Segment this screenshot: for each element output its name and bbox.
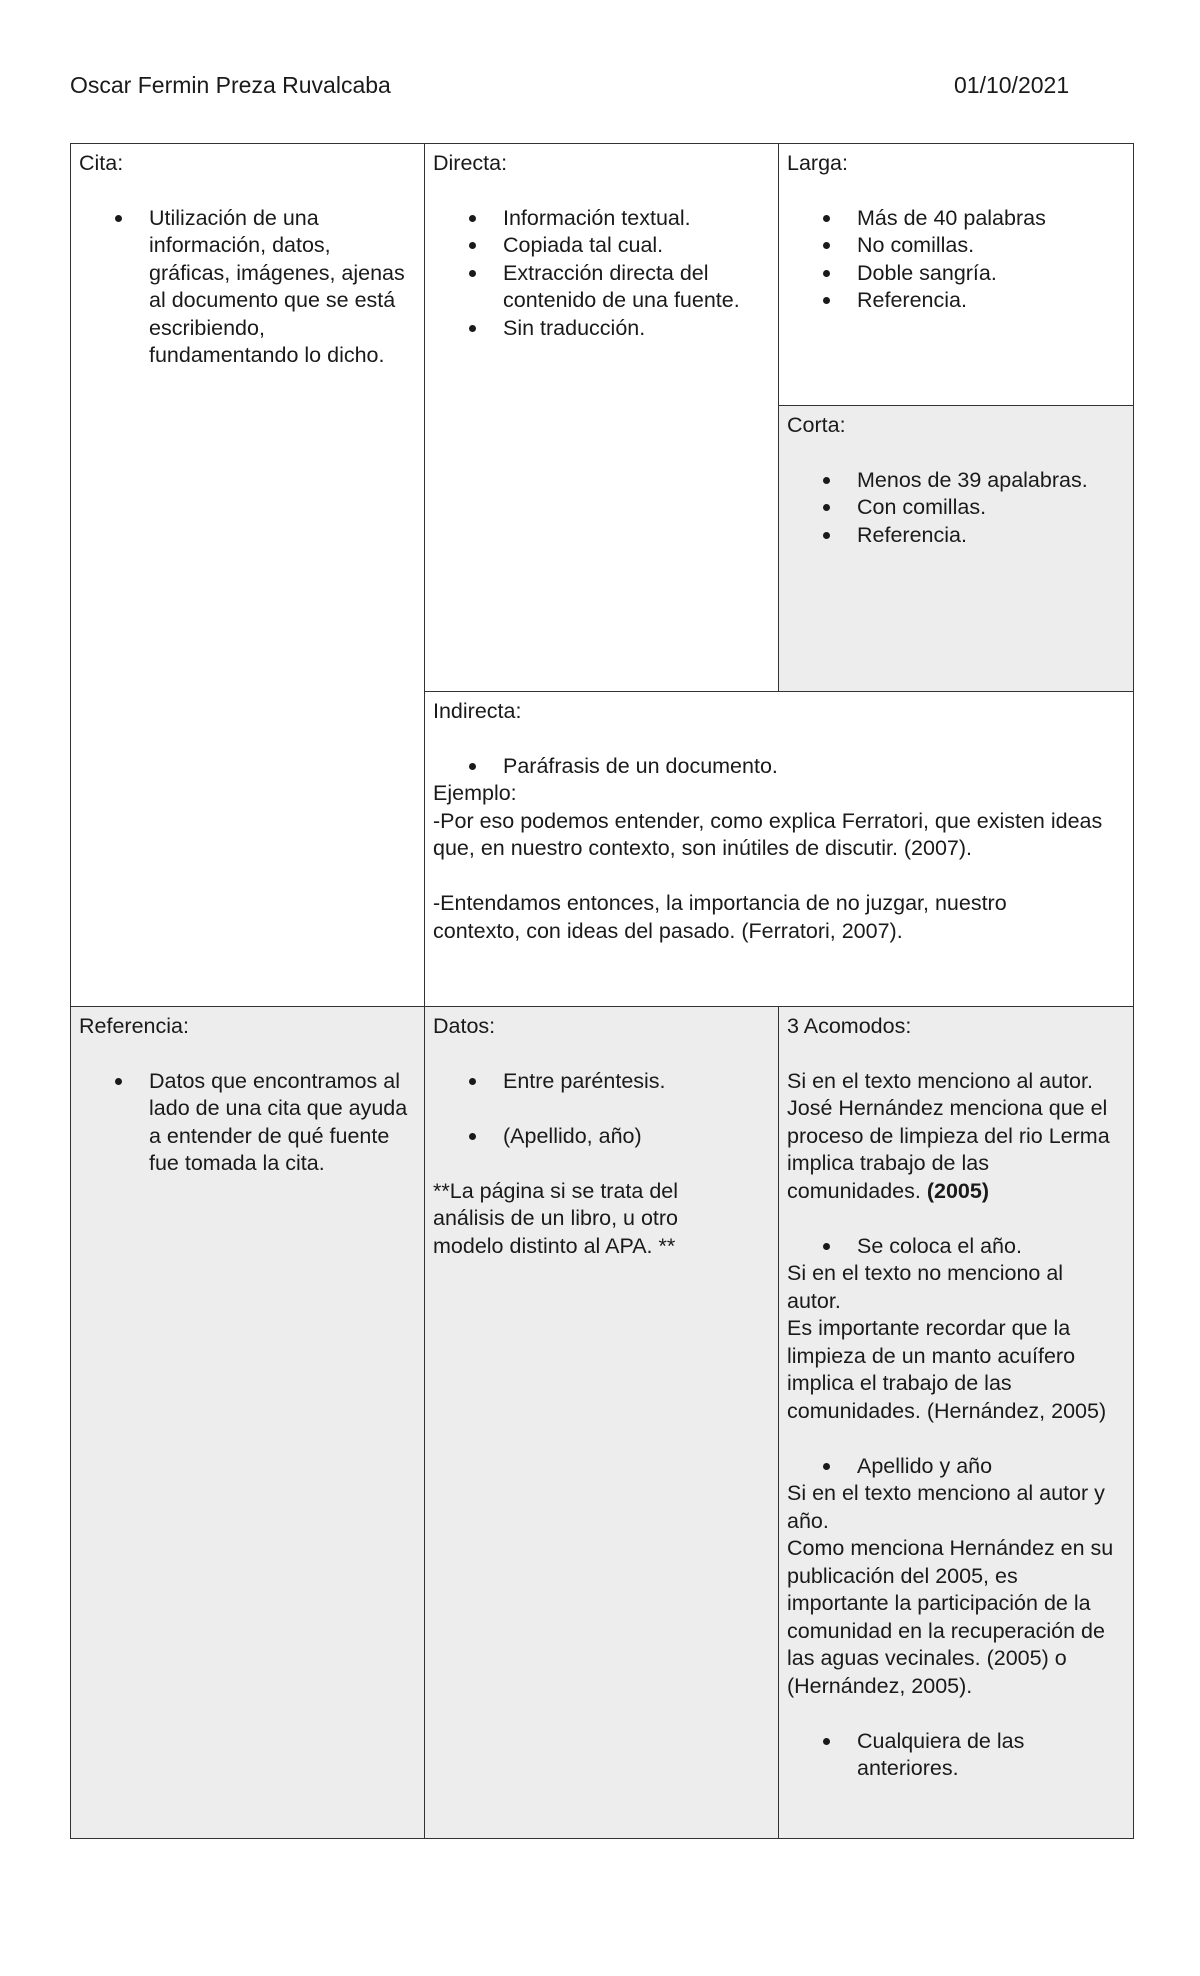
acomodo-example: Es importante recordar que la limpieza de un manto acuífero implica el trabajo de las comunidades. (Hernández, 2005) <box>787 1316 1107 1423</box>
larga-list <box>787 205 1125 315</box>
list-item: Se coloca el año. <box>857 1233 1125 1261</box>
cell-title: Indirecta: <box>433 699 522 723</box>
cell-title: Directa: <box>433 151 508 175</box>
example-label: Ejemplo: <box>433 781 517 805</box>
list-item: Paráfrasis de un documento. <box>503 753 1125 781</box>
acomodo-intro: Si en el texto menciono al autor. <box>787 1068 1093 1093</box>
list-item: Datos que encontramos al lado de una cita que ayuda a entender de qué fuente fue tomada la cita. <box>149 1068 416 1178</box>
cell-indirecta <box>425 691 1133 1007</box>
list-item: Doble sangría. <box>857 260 1125 288</box>
list-item: Entre paréntesis. <box>503 1068 770 1096</box>
example-text: -Por eso podemos entender, como explica Ferratori, que existen ideas que, en nuestro contexto, son inútiles de discutir. (2007). <box>433 808 1103 860</box>
cita-list <box>79 205 416 370</box>
acomodo-example: Como menciona Hernández en su publicación del 2005, es importante la participación de la comunidad en la recuperación de las aguas vecinales. (2005) o (Hernández, 2005). <box>787 1536 1114 1698</box>
cell-corta <box>779 406 1133 691</box>
corta-list <box>787 467 1125 550</box>
acomodos-list <box>787 1728 1125 1783</box>
list-item: No comillas. <box>857 232 1125 260</box>
author-name: Oscar Fermin Preza Ruvalcaba <box>70 72 391 98</box>
cell-title: 3 Acomodos: <box>787 1014 912 1038</box>
cell-title: Corta: <box>787 413 846 437</box>
cell-title: Larga: <box>787 151 848 175</box>
list-item: Cualquiera de las anteriores. <box>857 1728 1125 1783</box>
acomodo-example: José Hernández menciona que el proceso de limpieza del rio Lerma implica trabajo de las comunidades. (2005) <box>787 1096 1110 1203</box>
cell-cita <box>71 144 425 1007</box>
acomodos-list <box>787 1233 1125 1261</box>
cell-title: Datos: <box>433 1014 496 1038</box>
list-item: Menos de 39 apalabras. <box>857 467 1125 495</box>
concept-table <box>70 143 1134 1839</box>
list-item: Apellido y año <box>857 1453 1125 1481</box>
list-item: Referencia. <box>857 522 1125 550</box>
datos-note: **La página si se trata del análisis de un libro, u otro modelo distinto al APA. ** <box>433 1178 679 1258</box>
list-item: (Apellido, año) <box>503 1123 770 1151</box>
document-date: 01/10/2021 <box>954 72 1070 98</box>
cell-title: Cita: <box>79 151 124 175</box>
example-year: (2005) <box>926 1178 990 1203</box>
acomodo-intro: Si en el texto menciono al autor y año. <box>787 1481 1105 1533</box>
list-item: Copiada tal cual. <box>503 232 770 260</box>
example-text: -Entendamos entonces, la importancia de no juzgar, nuestro contexto, con ideas del pasado. (Ferratori, 2007). <box>433 891 1007 943</box>
cell-datos <box>425 1007 779 1838</box>
cell-title: Referencia: <box>79 1014 189 1038</box>
acomodos-list <box>787 1453 1125 1481</box>
referencia-list <box>79 1068 416 1178</box>
list-item: Información textual. <box>503 205 770 233</box>
list-item: Más de 40 palabras <box>857 205 1125 233</box>
directa-list <box>433 205 770 343</box>
cell-larga <box>779 144 1133 406</box>
acomodo-intro: Si en el texto no menciono al autor. <box>787 1261 1064 1313</box>
cell-directa <box>425 144 779 691</box>
list-item: Referencia. <box>857 287 1125 315</box>
datos-list <box>433 1123 770 1151</box>
list-item: Con comillas. <box>857 494 1125 522</box>
list-item: Extracción directa del contenido de una fuente. <box>503 260 770 315</box>
list-item: Utilización de una información, datos, gráficas, imágenes, ajenas al documento que se está escribiendo, fundamentando lo dicho. <box>149 205 416 370</box>
list-item: Sin traducción. <box>503 315 770 343</box>
cell-referencia <box>71 1007 425 1838</box>
datos-list <box>433 1068 770 1096</box>
cell-acomodos <box>779 1007 1133 1838</box>
indirecta-list <box>433 753 1125 781</box>
